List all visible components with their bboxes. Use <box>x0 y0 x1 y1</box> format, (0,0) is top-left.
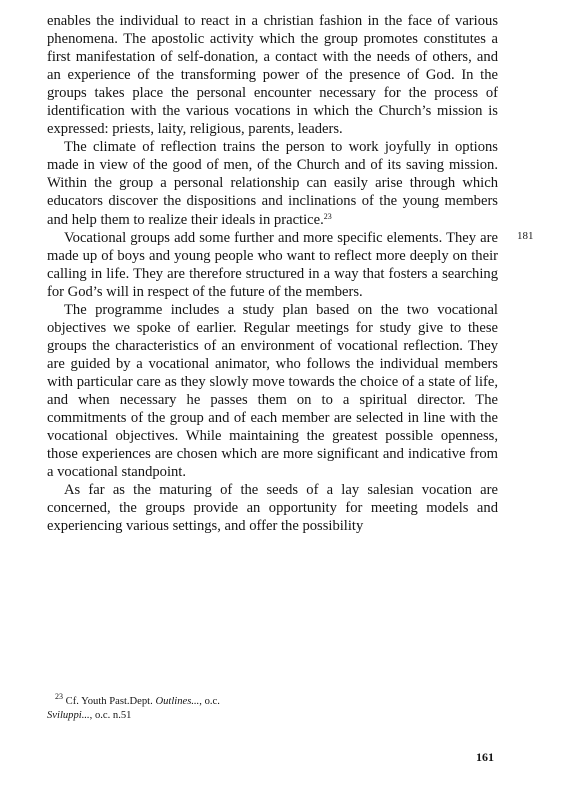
page-number: 161 <box>476 750 494 764</box>
paragraph-1 <box>47 12 498 138</box>
margin-section-number: 181 <box>517 230 534 242</box>
footnote-reference: 23 <box>323 211 332 221</box>
paragraph-3 <box>47 229 498 301</box>
paragraph-3-text: Vocational groups add some further and more specific elements. They are made up of boys and young people who want to reflect more deeply on their calling in life. They are therefore structured in a way that fosters a searching for God’s will in respect of the future of the members. <box>47 229 498 300</box>
footnote-second-suffix: , o.c. n.51 <box>89 710 132 721</box>
paragraph-4-text: The programme includes a study plan based on the two vocational objectives we spoke of earlier. Regular meetings for study give to these groups the characteristics of an environment of vocational reflection. They are guided by a vocational animator, who follows the individual members with particular care as they slowly move towards the choice of a state of life, and when necessary he passes them on to a spiritual director. The commitments of the group and of each member are selected in line with the vocational objectives. While maintaining the greatest possible openness, those experiences are chosen which are more significant and indicative from a vocational standpoint. <box>47 301 498 481</box>
footnote-source-title: Outlines... <box>155 696 200 707</box>
footnote-source-prefix: Cf. Youth Past.Dept. <box>65 696 156 707</box>
paragraph-5-text: As far as the maturing of the seeds of a lay salesian vocation are concerned, the groups provide an opportunity for meeting models and experiencing various settings, and offer the possibility <box>47 482 498 535</box>
paragraph-4 <box>47 301 498 481</box>
footnote-line-2 <box>47 709 498 723</box>
footnote-number: 23 <box>55 692 63 701</box>
footnote-line-1 <box>47 692 498 709</box>
footnote-source-suffix: , o.c. <box>199 696 220 707</box>
paragraph-5 <box>47 481 498 535</box>
paragraph-2 <box>47 138 498 228</box>
paragraph-2-text: The climate of reflection trains the person to work joyfully in options made in view of the good of men, of the Church and of its saving mission. Within the group a personal relationship can easily arise through which educators discover the dispositions and inclinations of the young members and help them to realize their ideals in practice. <box>47 139 498 228</box>
page-body-text <box>47 12 498 535</box>
footnote-second-title: Sviluppi... <box>47 710 90 721</box>
paragraph-1-text: enables the individual to react in a christian fashion in the face of various phenomena. The apostolic activity which the group promotes constitutes a first manifestation of self-donation, a contact with the needs of others, and an experience of the transforming power of the presence of God. In the groups takes place the personal encounter necessary for the process of identification with the various vocations in which the Church’s mission is expressed: priests, laity, religious, parents, leaders. <box>47 13 498 138</box>
footnote-block <box>47 692 498 723</box>
